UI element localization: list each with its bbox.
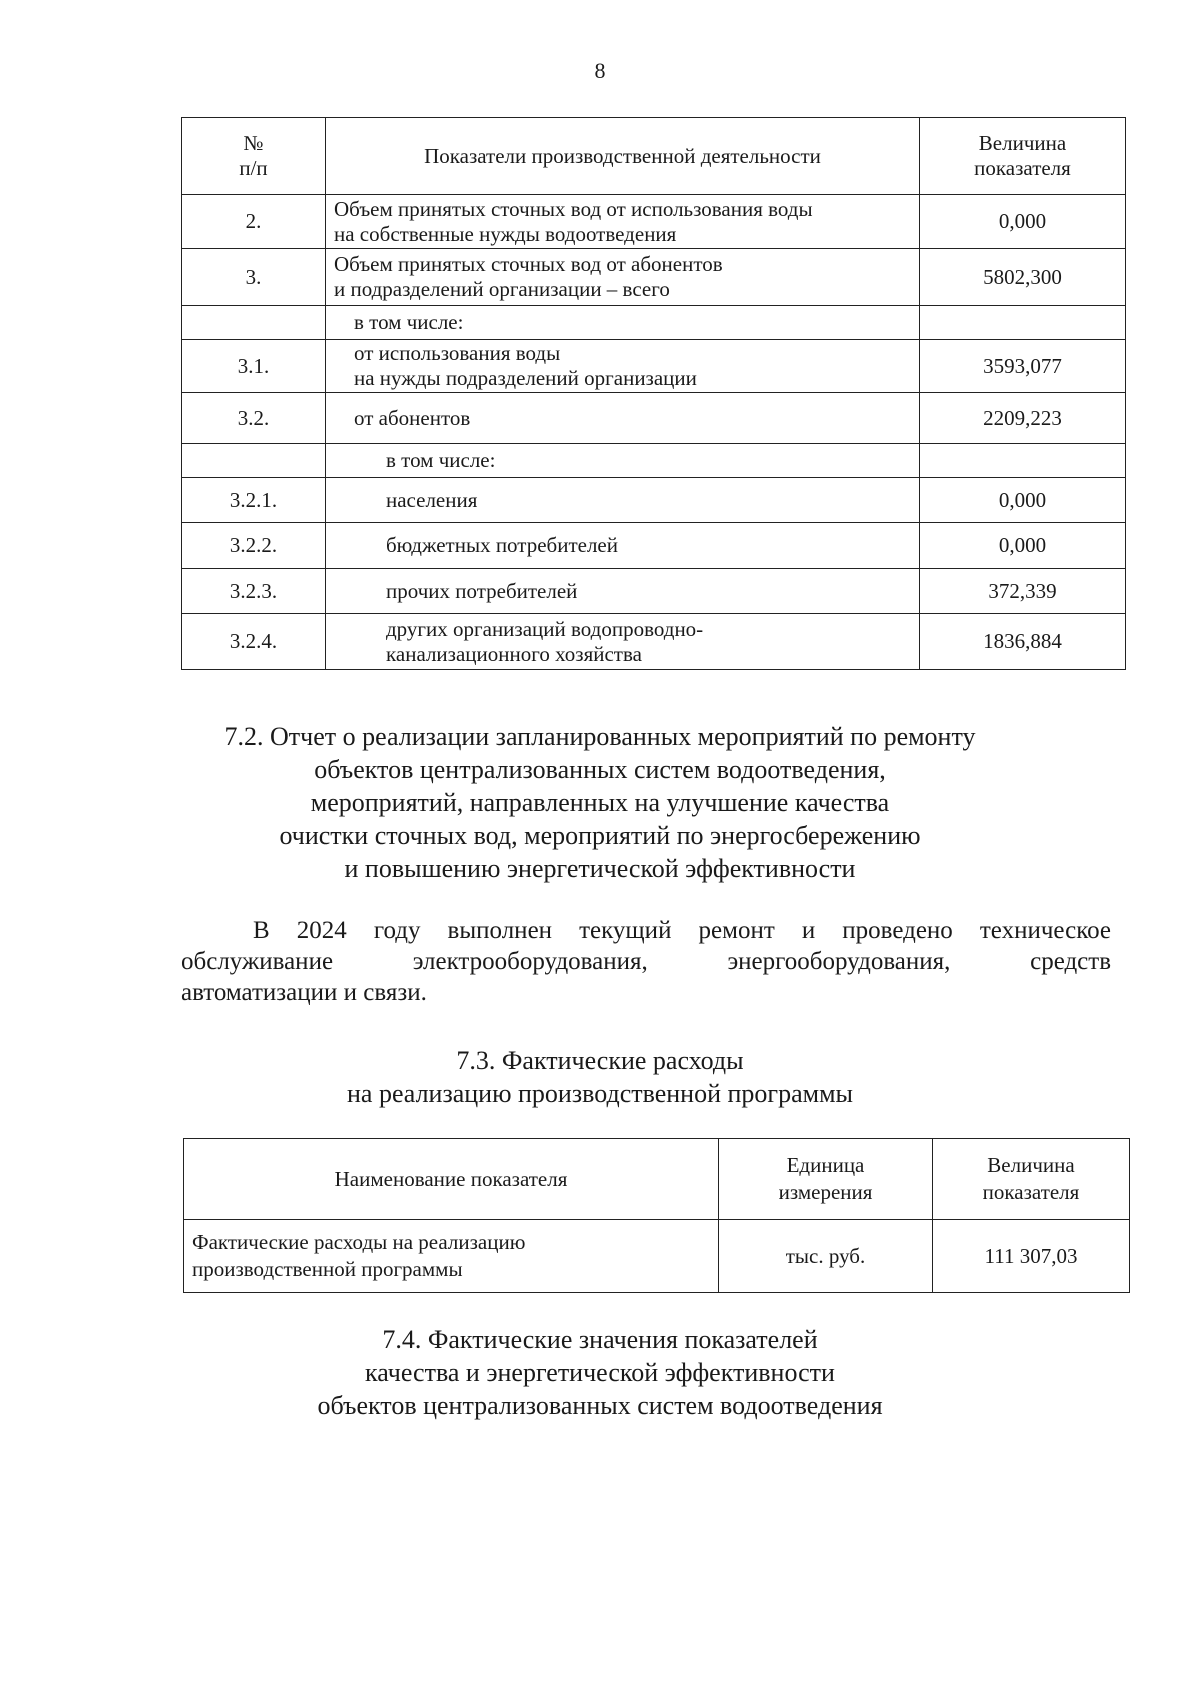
table-row — [182, 306, 1126, 340]
table-row — [182, 614, 1126, 670]
header-number: № п/п — [182, 118, 326, 195]
row-name: в том числе: — [326, 444, 920, 478]
row-name: в том числе: — [326, 306, 920, 340]
page-number: 8 — [594, 58, 606, 83]
header-value: Величина показателя — [933, 1139, 1130, 1220]
row-unit: тыс. руб. — [719, 1220, 933, 1293]
table-row — [182, 393, 1126, 444]
row-number: 3.2. — [182, 393, 326, 444]
row-name: Фактические расходы на реализацию производственной программы — [184, 1220, 719, 1293]
row-value: 0,000 — [920, 478, 1126, 523]
row-number — [182, 444, 326, 478]
row-number: 2. — [182, 195, 326, 249]
row-name: прочих потребителей — [326, 569, 920, 614]
section-7-2-title: 7.2. Отчет о реализации запланированных мероприятий по ремонту объектов централизованных систем водоотведения, мероприятий, направленных на улучшение качества очистки сточных вод, мероприятий по энергосбережению и повышению энергетической эффективности — [224, 722, 976, 883]
row-name: от абонентов — [326, 393, 920, 444]
row-value: 111 307,03 — [933, 1220, 1130, 1293]
table-row — [182, 523, 1126, 569]
row-number: 3. — [182, 249, 326, 306]
row-number: 3.2.4. — [182, 614, 326, 670]
header-unit: Единица измерения — [719, 1139, 933, 1220]
section-7-3-title: 7.3. Фактические расходы на реализацию производственной программы — [346, 1046, 853, 1108]
header-indicator-name: Показатели производственной деятельности — [326, 118, 920, 195]
row-name: бюджетных потребителей — [326, 523, 920, 569]
row-name: от использования воды на нужды подразделений организации — [326, 340, 920, 393]
row-number: 3.2.3. — [182, 569, 326, 614]
row-number: 3.2.2. — [182, 523, 326, 569]
row-value: 1836,884 — [920, 614, 1126, 670]
table-header-row — [182, 118, 1126, 195]
section-7-2-paragraph: В 2024 году выполнен текущий ремонт и проведено техническое обслуживание электрооборудования, энергооборудования, средств автоматизации и связи. — [181, 917, 1111, 1006]
row-name: населения — [326, 478, 920, 523]
header-value: Величина показателя — [920, 118, 1126, 195]
row-value: 0,000 — [920, 523, 1126, 569]
row-number: 3.1. — [182, 340, 326, 393]
table-row — [182, 444, 1126, 478]
row-value: 5802,300 — [920, 249, 1126, 306]
table-row — [184, 1220, 1130, 1293]
table-row — [182, 195, 1126, 249]
table-header-row — [184, 1139, 1130, 1220]
row-value: 372,339 — [920, 569, 1126, 614]
row-value: 3593,077 — [920, 340, 1126, 393]
table-row — [182, 249, 1126, 306]
table-row — [182, 569, 1126, 614]
row-number: 3.2.1. — [182, 478, 326, 523]
row-value: 0,000 — [920, 195, 1126, 249]
table-row — [182, 478, 1126, 523]
section-7-4-title: 7.4. Фактические значения показателей качества и энергетической эффективности объектов централизованных систем водоотведения — [317, 1325, 883, 1420]
row-name: Объем принятых сточных вод от использования воды на собственные нужды водоотведения — [326, 195, 920, 249]
table-row — [182, 340, 1126, 393]
row-number — [182, 306, 326, 340]
actual-expenses-table — [183, 1138, 1130, 1293]
row-value — [920, 444, 1126, 478]
row-name: Объем принятых сточных вод от абонентов и подразделений организации – всего — [326, 249, 920, 306]
row-value: 2209,223 — [920, 393, 1126, 444]
row-value — [920, 306, 1126, 340]
production-indicators-table — [181, 117, 1126, 670]
row-name: других организаций водопроводно- канализационного хозяйства — [326, 614, 920, 670]
header-indicator-name: Наименование показателя — [184, 1139, 719, 1220]
